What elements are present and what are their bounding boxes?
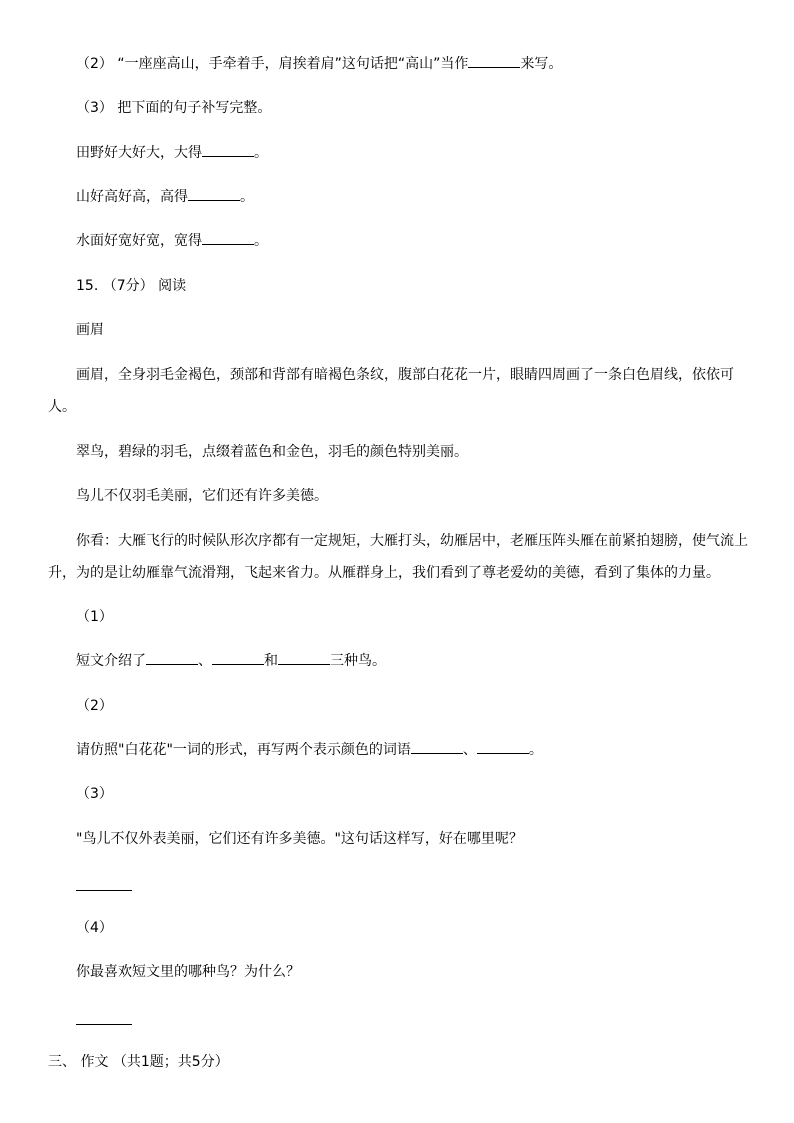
answer-blank[interactable] [146, 652, 198, 665]
text: 和 [264, 653, 278, 669]
sub1-number: （1） [76, 609, 113, 625]
sub3-question: "鸟儿不仅外表美丽，它们还有许多美德。"这句话这样写，好在哪里呢？ [76, 831, 523, 847]
sub1-question [48, 645, 748, 677]
q14-3-line-1 [48, 137, 748, 169]
answer-blank[interactable] [188, 188, 240, 201]
line-text: 水面好宽好宽，宽得 [76, 233, 202, 249]
sub2-number: （2） [76, 698, 113, 714]
text: 短文介绍了 [76, 653, 146, 669]
line-suffix: 。 [254, 145, 268, 161]
text: 三种鸟。 [330, 653, 386, 669]
line-suffix: 。 [254, 233, 268, 249]
sub4-question: 你最喜欢短文里的哪种鸟？为什么？ [76, 964, 300, 980]
text: 、 [462, 742, 477, 758]
passage-paragraph-4: 你看：大雁飞行的时候队形次序都有一定规矩，大雁打头，幼雁居中，老雁压阵头雁在前紧拍翅膀，使气流上升，为的是让幼雁靠气流滑翔，飞起来省力。从雁群身上，我们看到了尊老爱幼的美德，看到了集体的力量。 [48, 533, 748, 581]
sub4-number: （4） [76, 920, 113, 936]
answer-blank[interactable] [278, 652, 330, 665]
answer-blank[interactable] [202, 144, 254, 157]
answer-blank[interactable] [202, 232, 254, 245]
q14-3-line-2 [48, 181, 748, 213]
passage-paragraph-3: 鸟儿不仅羽毛美丽，它们还有许多美德。 [76, 488, 328, 504]
q15-heading: 15. （7分） 阅读 [76, 278, 187, 294]
section-heading: 三、 作文 （共1题；共5分） [48, 1054, 229, 1070]
q14-3-label: （3） 把下面的句子补写完整。 [76, 100, 272, 116]
text: 。 [528, 742, 543, 758]
q14-2-suffix: 来写。 [520, 56, 563, 72]
answer-blank[interactable] [468, 55, 520, 68]
line-suffix: 。 [240, 189, 254, 205]
passage-paragraph-1: 画眉，全身羽毛金褐色，颈部和背部有暗褐色条纹，腹部白花花一片，眼睛四周画了一条白色眉线，依依可人。 [48, 367, 734, 415]
line-text: 山好高好高，高得 [76, 189, 188, 205]
answer-blank[interactable] [477, 741, 529, 754]
answer-line[interactable] [76, 1024, 132, 1025]
q14-3-line-3 [48, 225, 748, 257]
sub3-number: （3） [76, 786, 113, 802]
text: 、 [198, 653, 212, 669]
passage-paragraph-2: 翠鸟，碧绿的羽毛，点缀着蓝色和金色，羽毛的颜色特别美丽。 [76, 444, 468, 460]
q14-2 [48, 48, 748, 80]
line-text: 田野好大好大，大得 [76, 145, 202, 161]
passage-title: 画眉 [76, 322, 104, 338]
answer-line[interactable] [76, 890, 132, 891]
answer-blank[interactable] [411, 741, 463, 754]
text: 请仿照"白花花"一词的形式，再写两个表示颜色的词语 [76, 742, 411, 758]
answer-blank[interactable] [212, 652, 264, 665]
sub2-question [48, 734, 748, 766]
q14-2-text: （2） “一座座高山，手牵着手，肩挨着肩”这句话把“高山”当作 [76, 56, 469, 72]
